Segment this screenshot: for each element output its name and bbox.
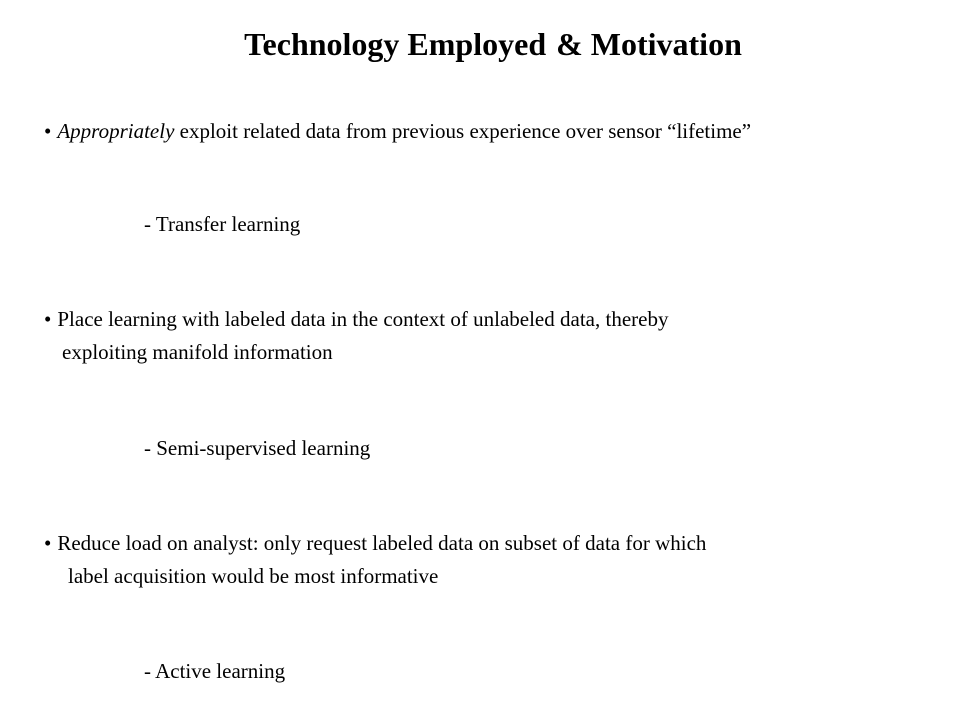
bullet-1 bbox=[44, 118, 751, 144]
bullet-3-line2: label acquisition would be most informative bbox=[68, 564, 439, 588]
bullet-2-line1: Place learning with labeled data in the context of unlabeled data, thereby bbox=[57, 307, 669, 331]
bullet-mark: • bbox=[44, 307, 52, 331]
slide-title bbox=[0, 24, 960, 64]
sub-item-semi-supervised-learning: - Semi-supervised learning bbox=[144, 436, 371, 460]
sub-item-transfer-learning: - Transfer learning bbox=[144, 212, 301, 236]
title-motivation: & Motivation bbox=[556, 26, 742, 62]
bullet-1-text: exploit related data from previous experience over sensor “lifetime” bbox=[174, 119, 752, 143]
bullet-3 bbox=[44, 530, 706, 556]
title-main: Technology Employed bbox=[244, 26, 547, 62]
bullet-1-emphasis: Appropriately bbox=[57, 119, 175, 143]
bullet-mark: • bbox=[44, 531, 52, 555]
bullet-3-line1: Reduce load on analyst: only request labeled data on subset of data for which bbox=[57, 531, 707, 555]
bullet-mark: • bbox=[44, 119, 52, 143]
bullet-2 bbox=[44, 306, 668, 332]
bullet-2-line2: exploiting manifold information bbox=[62, 340, 333, 364]
sub-item-active-learning: - Active learning bbox=[144, 659, 286, 683]
